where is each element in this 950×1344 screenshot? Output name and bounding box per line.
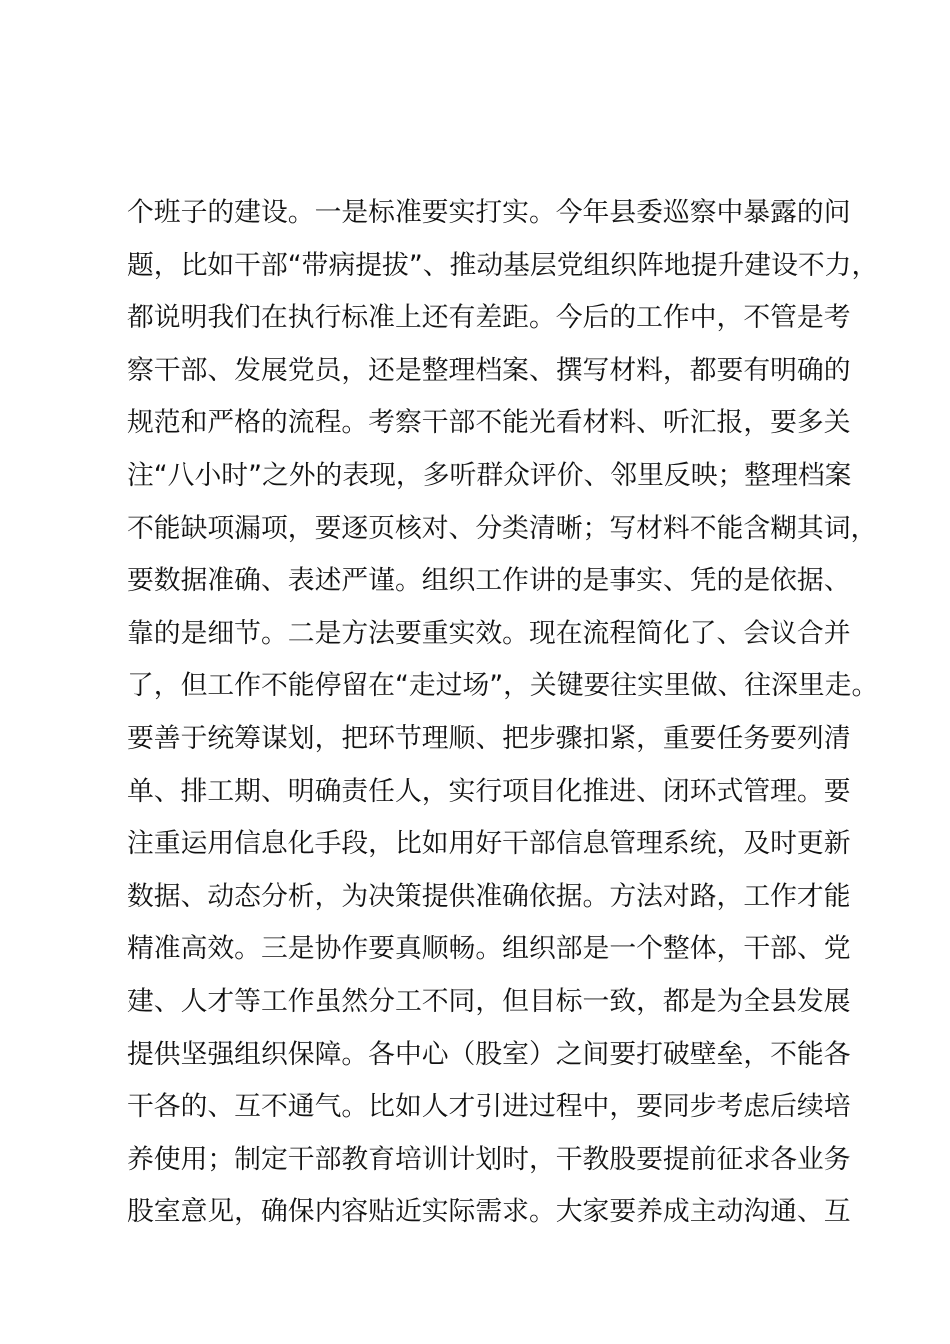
text-line: 干各的、互不通气。比如人才引进过程中，要同步考虑后续培 xyxy=(127,1091,851,1123)
text-line: 养使用；制定干部教育培训计划时，干教股要提前征求各业务 xyxy=(127,1143,851,1175)
text-line: 精准高效。三是协作要真顺畅。组织部是一个整体，干部、党 xyxy=(127,933,851,965)
text-line: 数据、动态分析，为决策提供准确依据。方法对路，工作才能 xyxy=(127,880,851,912)
text-line: 注“八小时”之外的表现，多听群众评价、邻里反映；整理档案 xyxy=(127,459,852,491)
text-line: 注重运用信息化手段，比如用好干部信息管理系统，及时更新 xyxy=(127,828,851,860)
text-line: 靠的是细节。二是方法要重实效。现在流程简化了、会议合并 xyxy=(127,617,851,649)
text-line: 建、人才等工作虽然分工不同，但目标一致，都是为全县发展 xyxy=(127,985,851,1017)
text-line: 察干部、发展党员，还是整理档案、撰写材料，都要有明确的 xyxy=(127,354,851,386)
text-line: 要数据准确、表述严谨。组织工作讲的是事实、凭的是依据、 xyxy=(127,565,851,597)
text-line: 规范和严格的流程。考察干部不能光看材料、听汇报，要多关 xyxy=(127,407,851,439)
text-line: 都说明我们在执行标准上还有差距。今后的工作中，不管是考 xyxy=(127,302,851,334)
body-paragraph xyxy=(127,187,879,1239)
text-line: 要善于统筹谋划，把环节理顺、把步骤扣紧，重要任务要列清 xyxy=(127,722,851,754)
text-line: 题，比如干部“带病提拔”、推动基层党组织阵地提升建设不力， xyxy=(127,249,879,281)
text-line: 不能缺项漏项，要逐页核对、分类清晰；写材料不能含糊其词， xyxy=(127,512,878,544)
text-line: 了，但工作不能停留在“走过场”，关键要往实里做、往深里走。 xyxy=(127,670,879,702)
text-line: 股室意见，确保内容贴近实际需求。大家要养成主动沟通、互 xyxy=(127,1196,851,1228)
text-line: 单、排工期、明确责任人，实行项目化推进、闭环式管理。要 xyxy=(127,775,851,807)
text-line: 提供坚强组织保障。各中心（股室）之间要打破壁垒，不能各 xyxy=(127,1038,851,1070)
text-line: 个班子的建设。一是标准要实打实。今年县委巡察中暴露的问 xyxy=(127,197,851,228)
